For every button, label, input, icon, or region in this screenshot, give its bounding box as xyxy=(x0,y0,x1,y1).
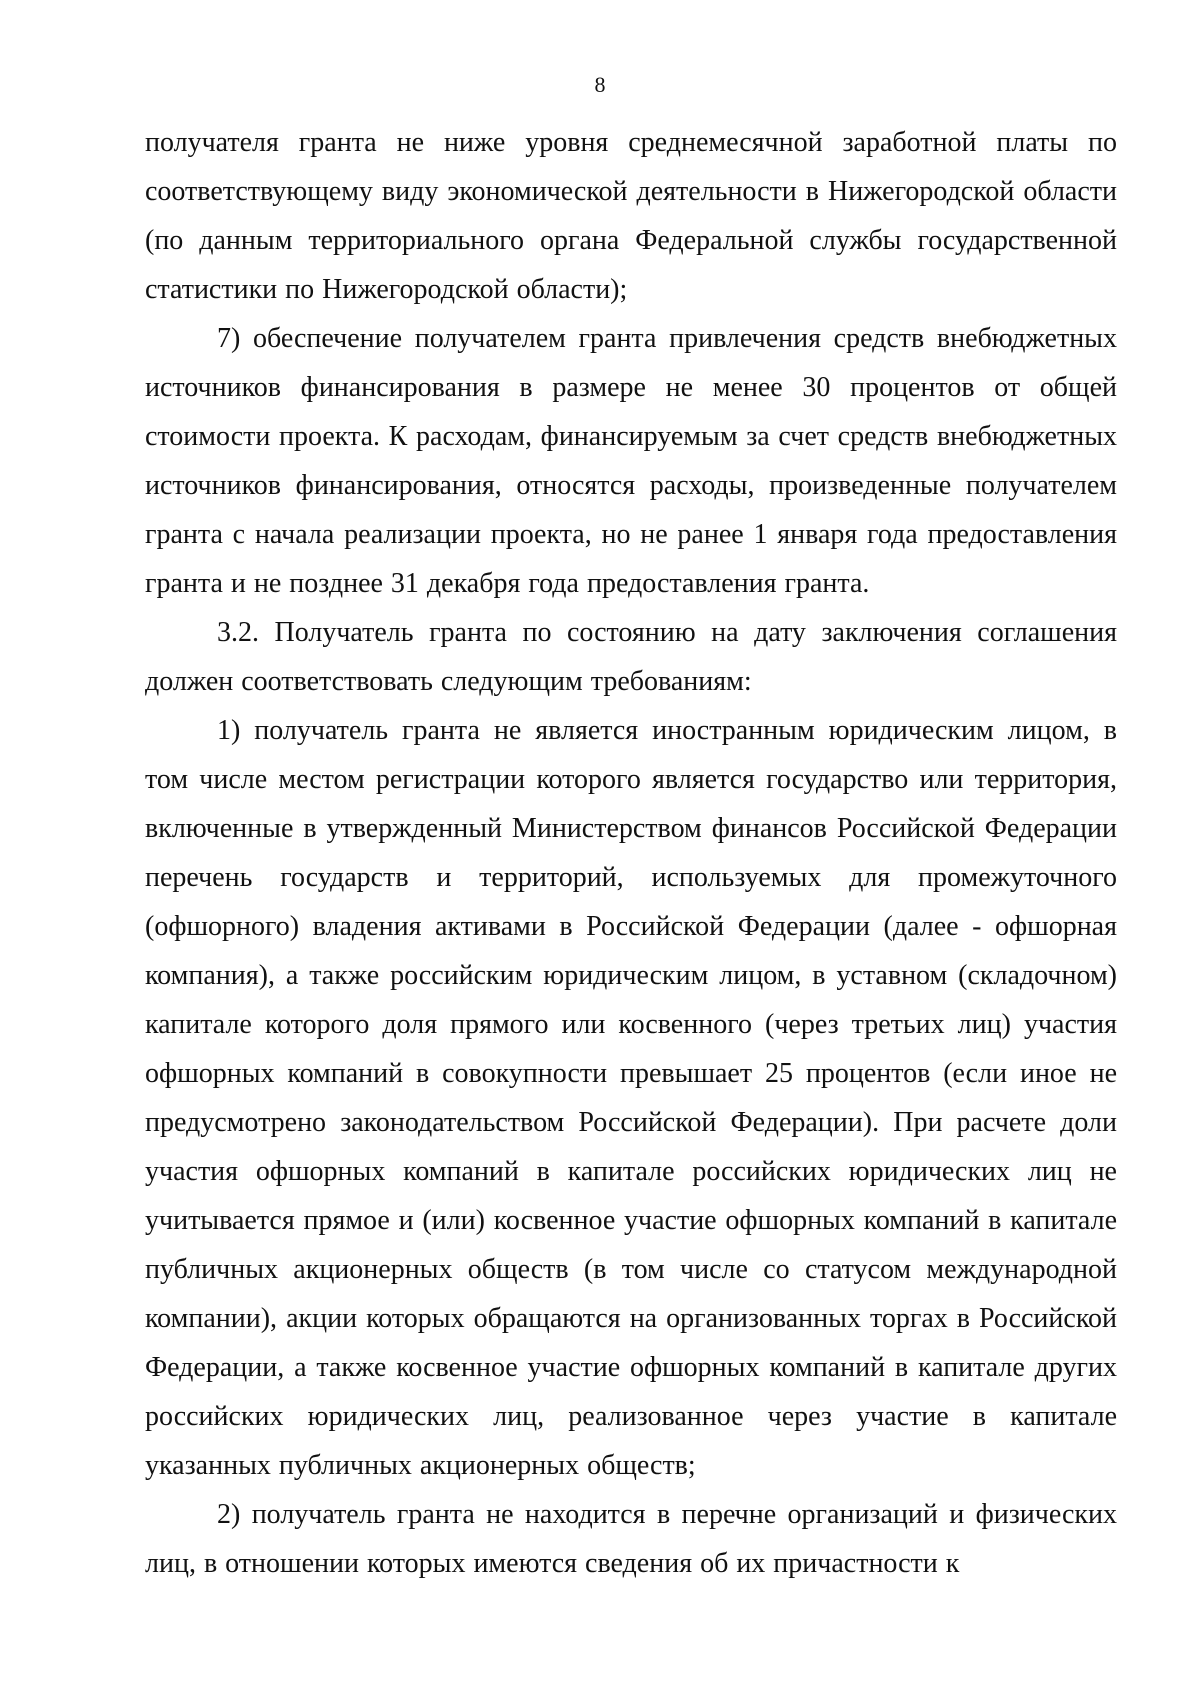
paragraph-requirement-2: 2) получатель гранта не находится в перечне организаций и физических лиц, в отношении которых имеются сведения об их причастности к xyxy=(145,1499,1117,1579)
paragraph-requirement-1: 1) получатель гранта не является иностранным юридическим лицом, в том числе местом регистрации которого является государство или территория, включенные в утвержденный Министерством финансов Российской Федерации перечень государств и территорий, используемых для промежуточного (офшорного) владения активами в Российской Федерации (далее - офшорная компания), а также российским юридическим лицом, в уставном (складочном) капитале которого доля прямого или косвенного (через третьих лиц) участия офшорных компаний в совокупности превышает 25 процентов (если иное не предусмотрено законодательством Российской Федерации). При расчете доли участия офшорных компаний в капитале российских юридических лиц не учитывается прямое и (или) косвенное участие офшорных компаний в капитале публичных акционерных обществ (в том числе со статусом международной компании), акции которых обращаются на организованных торгах в Российской Федерации, а также косвенное участие офшорных компаний в капитале других российских юридических лиц, реализованное через участие в капитале указанных публичных акционерных обществ; xyxy=(145,715,1117,1481)
paragraph-section-3-2: 3.2. Получатель гранта по состоянию на дату заключения соглашения должен соответствовать следующим требованиям: xyxy=(145,617,1117,697)
paragraph-continuation: получателя гранта не ниже уровня среднемесячной заработной платы по соответствующему виду экономической деятельности в Нижегородской области (по данным территориального органа Федеральной службы государственной статистики по Нижегородской области); xyxy=(145,127,1117,305)
document-body xyxy=(145,118,1117,1588)
paragraph-item-7: 7) обеспечение получателем гранта привлечения средств внебюджетных источников финансирования в размере не менее 30 процентов от общей стоимости проекта. К расходам, финансируемым за счет средств внебюджетных источников финансирования, относятся расходы, произведенные получателем гранта с начала реализации проекта, но не ранее 1 января года предоставления гранта и не позднее 31 декабря года предоставления гранта. xyxy=(145,323,1117,599)
page-number: 8 xyxy=(594,72,606,97)
